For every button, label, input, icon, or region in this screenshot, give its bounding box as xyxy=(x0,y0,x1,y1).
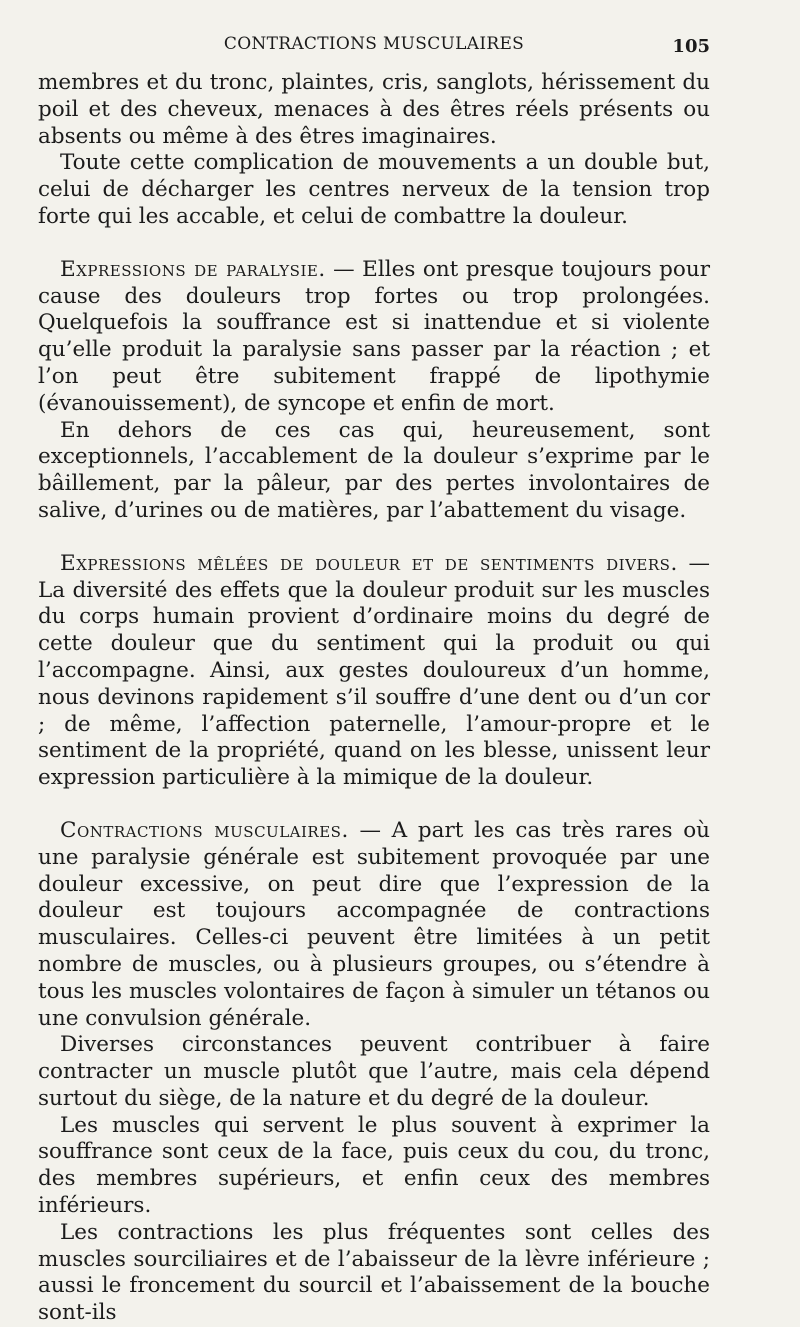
paragraph: Diverses circonstances peuvent contribuer à faire contracter un muscle plutôt que l’autre, mais cela dépend surtout du siège, de la nature et du degré de la douleur. xyxy=(38,1032,710,1111)
page-number: 105 xyxy=(672,36,710,57)
section-heading: Expressions de paralysie. xyxy=(60,256,326,282)
paragraph: En dehors de ces cas qui, heureusement, sont exceptionnels, l’accablement de la douleur s’exprime par le bâillement, par la pâleur, par des pertes involontaires de salive, d’urines ou de matières, par l’abattement du visage. xyxy=(38,417,710,523)
section-heading: Contractions musculaires. xyxy=(60,817,349,843)
body-text xyxy=(38,70,710,1327)
section-body: — Elles ont presque toujours pour cause des douleurs trop fortes ou trop prolongées. Quelquefois la souffrance est si inattendue et si violente qu’elle produit la paralysie sans passer par la réaction ; et l’on peut être subitement frappé de lipothymie (évanouissement), de syncope et enfin de mort. xyxy=(38,256,710,416)
section-paragraph xyxy=(38,257,710,418)
paragraph: Toute cette complication de mouvements a un double but, celui de décharger les centres nerveux de la tension trop forte qui les accable, et celui de combattre la douleur. xyxy=(38,150,710,229)
paragraph: membres et du tronc, plaintes, cris, sanglots, hérissement du poil et des cheveux, menaces à des êtres réels présents ou absents ou même à des êtres imaginaires. xyxy=(38,70,710,149)
running-head xyxy=(38,32,710,58)
section-body: — A part les cas très rares où une paralysie générale est subitement provoquée par une douleur excessive, on peut dire que l’expression de la douleur est toujours accompagnée de contractions musculaires. Celles-ci peuvent être limitées à un petit nombre de muscles, ou à plusieurs groupes, ou s’étendre à tous les muscles volontaires de façon à simuler un tétanos ou une convulsion générale. xyxy=(38,817,710,1031)
paragraph: Les contractions les plus fréquentes sont celles des muscles sourciliaires et de l’abaisseur de la lèvre inférieure ; aussi le froncement du sourcil et l’abaissement de la bouche sont-ils xyxy=(38,1219,710,1326)
section-heading: Expressions mêlées de douleur et de sentiments divers. xyxy=(60,550,678,576)
section-paragraph xyxy=(38,551,710,792)
section-body: — La diversité des effets que la douleur produit sur les muscles du corps humain provient d’ordinaire moins du degré de cette douleur que du sentiment qui la produit ou qui l’accompagne. Ainsi, aux gestes douloureux d’un homme, nous devinons rapidement s’il souffre d’une dent ou d’un cor ; de même, l’affection paternelle, l’amour-propre et le sentiment de la propriété, quand on les blesse, unissent leur expression particulière à la mimique de la douleur. xyxy=(38,550,710,791)
section-paragraph xyxy=(38,818,710,1032)
running-head-title: CONTRACTIONS MUSCULAIRES xyxy=(223,34,525,54)
paragraph: Les muscles qui servent le plus souvent à exprimer la souffrance sont ceux de la face, puis ceux du cou, du tronc, des membres supérieurs, et enfin ceux des membres inférieurs. xyxy=(38,1112,710,1219)
